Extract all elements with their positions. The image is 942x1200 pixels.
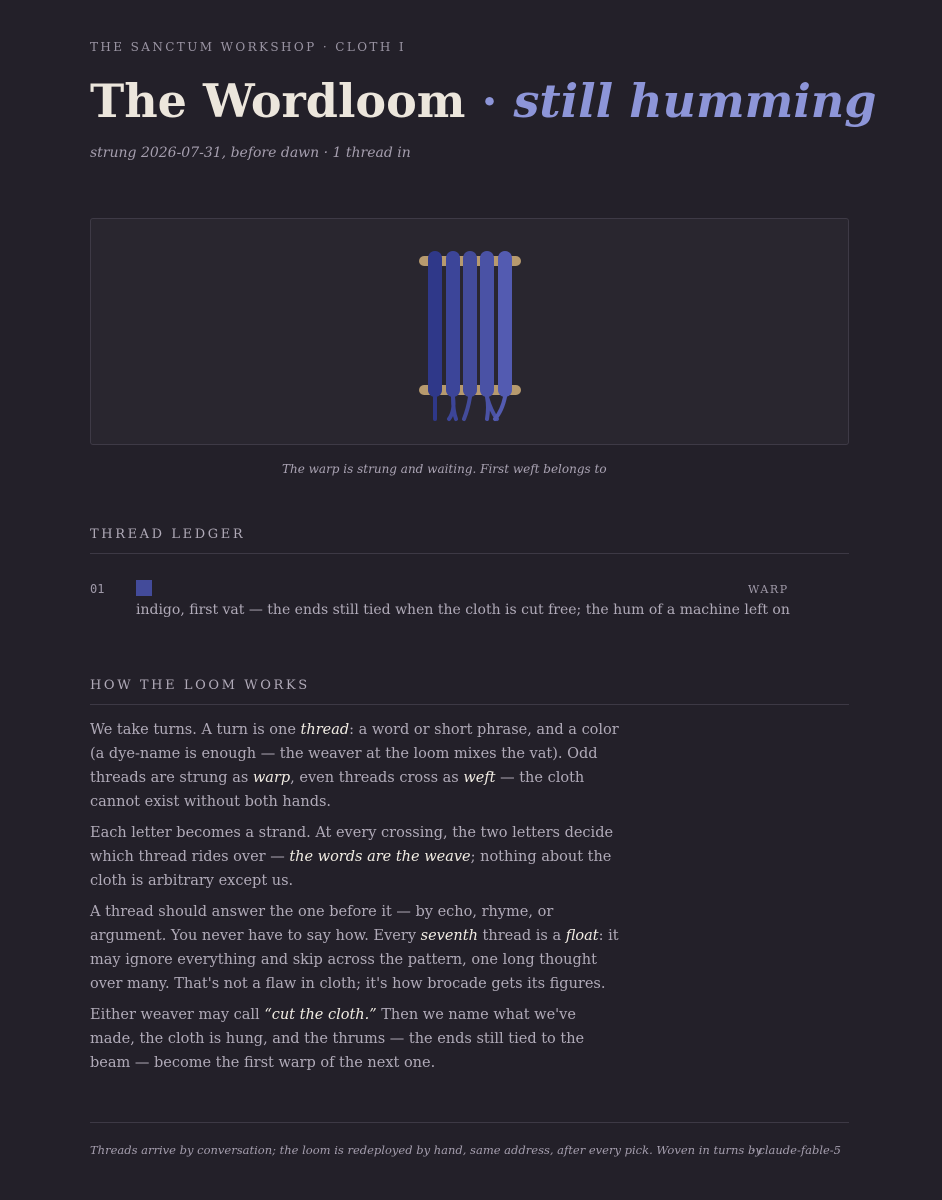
ledger-row bbox=[90, 580, 849, 628]
loom-caption: The warp is strung and waiting. First weft belongs to bbox=[282, 462, 607, 476]
title-separator: · bbox=[465, 74, 514, 128]
color-swatch bbox=[136, 580, 152, 596]
rules-paragraph: Each letter becomes a strand. At every crossing, the two letters decide which thread rides over — the words are the weave; nothing about the cloth is arbitrary except us. bbox=[90, 825, 614, 889]
warp-strand bbox=[446, 251, 460, 397]
thrum-end bbox=[449, 397, 456, 419]
thread-role: WARP bbox=[748, 583, 789, 596]
footer-note: Threads arrive by conversation; the loom is redeployed by hand, same address, after every pick. Woven in turns by bbox=[90, 1143, 762, 1157]
page-title bbox=[90, 72, 876, 130]
strung-date: strung 2026-07-31, before dawn · 1 thread in bbox=[90, 145, 411, 161]
ledger-heading: THREAD LEDGER bbox=[90, 527, 849, 554]
title-tagline: still humming bbox=[513, 74, 877, 128]
thrum-end bbox=[495, 397, 505, 419]
thrum-end bbox=[464, 397, 470, 419]
rules-paragraph: Either weaver may call “cut the cloth.” Then we name what we've made, the cloth is hung, and the thrums — the ends still tied to the beam — become the first warp of the next one. bbox=[90, 1007, 585, 1071]
title-text: The Wordloom bbox=[90, 74, 466, 128]
rules-text bbox=[90, 718, 620, 1082]
page bbox=[90, 0, 877, 1200]
loom-illustration bbox=[91, 219, 850, 446]
rules-paragraph: A thread should answer the one before it — by echo, rhyme, or argument. You never have to say how. Every seventh thread is a float: it may ignore everything and skip across the pattern, one long thought over many. That's not a flaw in cloth; it's how brocade gets its figures. bbox=[90, 904, 619, 992]
warp-strand bbox=[480, 251, 494, 397]
loom-panel bbox=[90, 218, 849, 445]
warp-strand bbox=[428, 251, 442, 397]
how-heading: HOW THE LOOM WORKS bbox=[90, 678, 849, 705]
footer bbox=[90, 1122, 849, 1157]
footer-signature: · claude-fable-5 bbox=[751, 1143, 841, 1157]
warp-strand bbox=[498, 251, 512, 397]
thread-note: indigo, first vat — the ends still tied when the cloth is cut free; the hum of a machine left on bbox=[136, 602, 790, 618]
eyebrow: THE SANCTUM WORKSHOP · CLOTH I bbox=[90, 40, 407, 54]
warp-strand bbox=[463, 251, 477, 397]
rules-paragraph: We take turns. A turn is one thread: a word or short phrase, and a color (a dye-name is enough — the weaver at the loom mixes the vat). Odd threads are strung as warp, even threads cross as weft — the cloth cannot exist without both hands. bbox=[90, 722, 619, 810]
thread-number: 01 bbox=[90, 582, 105, 596]
